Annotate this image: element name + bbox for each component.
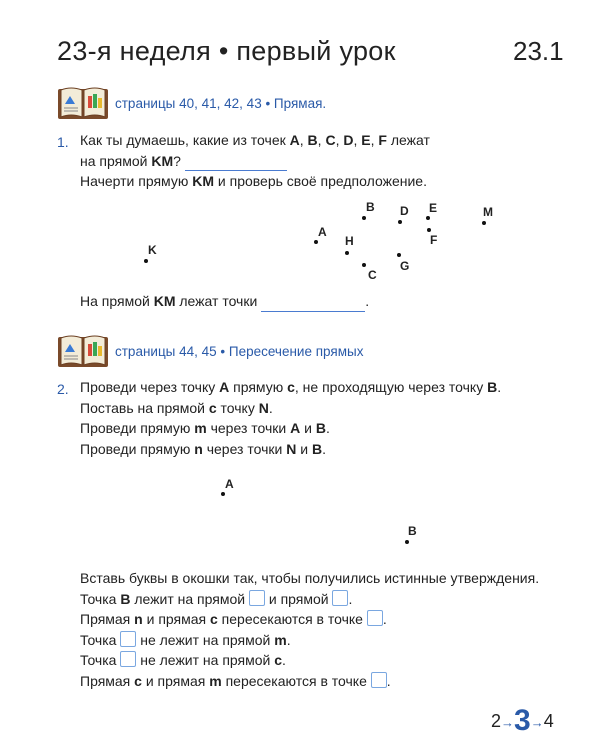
prev-page[interactable]: 2 <box>491 711 502 731</box>
point-label-g: G <box>400 259 410 273</box>
answer-box[interactable] <box>249 590 265 606</box>
point-c <box>362 263 366 267</box>
point-m <box>482 221 486 225</box>
statement-3: Точка не лежит на прямой m. <box>80 631 291 648</box>
page-title: 23-я неделя • первый урок <box>57 36 396 66</box>
point-e <box>426 216 430 220</box>
point-a <box>314 240 318 244</box>
point-label-b-2: B <box>408 524 417 538</box>
arrow-right-icon: → <box>501 715 515 730</box>
answer-box[interactable] <box>120 631 136 647</box>
statements-block <box>80 568 539 691</box>
question-number-1: 1. <box>57 134 69 150</box>
answer-box[interactable] <box>371 672 387 688</box>
point-label-e: E <box>429 201 438 215</box>
question-1-text: Как ты думаешь, какие из точек A, B, C, D, E, F лежат на прямой KM? Начерти прямую KM и проверь своё предположение. <box>80 132 430 189</box>
lesson-code: 23.1 <box>513 36 564 66</box>
point-label-f: F <box>430 233 438 247</box>
question-2-text: Проведи через точку A прямую c, не проходящую через точку B. Поставь на прямой c точку N. Проведи прямую m через точки A и B. Проведи прямую n через точки N и B. <box>80 379 502 457</box>
point-label-c: C <box>368 268 377 282</box>
point-f <box>427 228 431 232</box>
point-k <box>144 259 148 263</box>
section-ref-2: страницы 44, 45 • Пересечение прямых <box>115 344 364 359</box>
question-number-2: 2. <box>57 381 69 397</box>
section-ref-1: страницы 40, 41, 42, 43 • Прямая. <box>115 96 327 111</box>
point-b-2 <box>405 540 409 544</box>
current-page: 3 <box>514 704 531 737</box>
arrow-right-icon: → <box>530 715 544 730</box>
book-icon <box>57 84 109 122</box>
point-h <box>345 251 349 255</box>
point-label-a: A <box>318 225 327 239</box>
answer-blank-2[interactable] <box>261 297 365 312</box>
statements-intro: Вставь буквы в окошки так, чтобы получились истинные утверждения. <box>80 570 540 586</box>
point-label-d: D <box>400 204 409 218</box>
answer-box[interactable] <box>332 590 348 606</box>
statement-5: Прямая c и прямая m пересекаются в точке . <box>80 672 391 689</box>
answer-box[interactable] <box>367 610 383 626</box>
point-d <box>398 220 402 224</box>
point-label-k: K <box>148 243 157 257</box>
book-icon <box>57 332 109 370</box>
question-1-answer: На прямой KM лежат точки . <box>80 291 369 312</box>
point-b <box>362 216 366 220</box>
point-a-2 <box>221 492 225 496</box>
page-navigation <box>491 704 554 738</box>
point-label-m: M <box>483 205 493 219</box>
answer-box[interactable] <box>120 651 136 667</box>
point-g <box>397 253 401 257</box>
point-label-b: B <box>366 200 375 214</box>
statement-4: Точка не лежит на прямой c. <box>80 652 286 668</box>
statement-2: Прямая n и прямая c пересекаются в точке . <box>80 611 387 627</box>
point-label-a-2: A <box>225 477 234 491</box>
answer-blank-1[interactable] <box>185 156 287 171</box>
point-label-h: H <box>345 234 354 248</box>
next-page[interactable]: 4 <box>543 711 554 731</box>
statement-1: Точка B лежит на прямой и прямой . <box>80 590 353 607</box>
